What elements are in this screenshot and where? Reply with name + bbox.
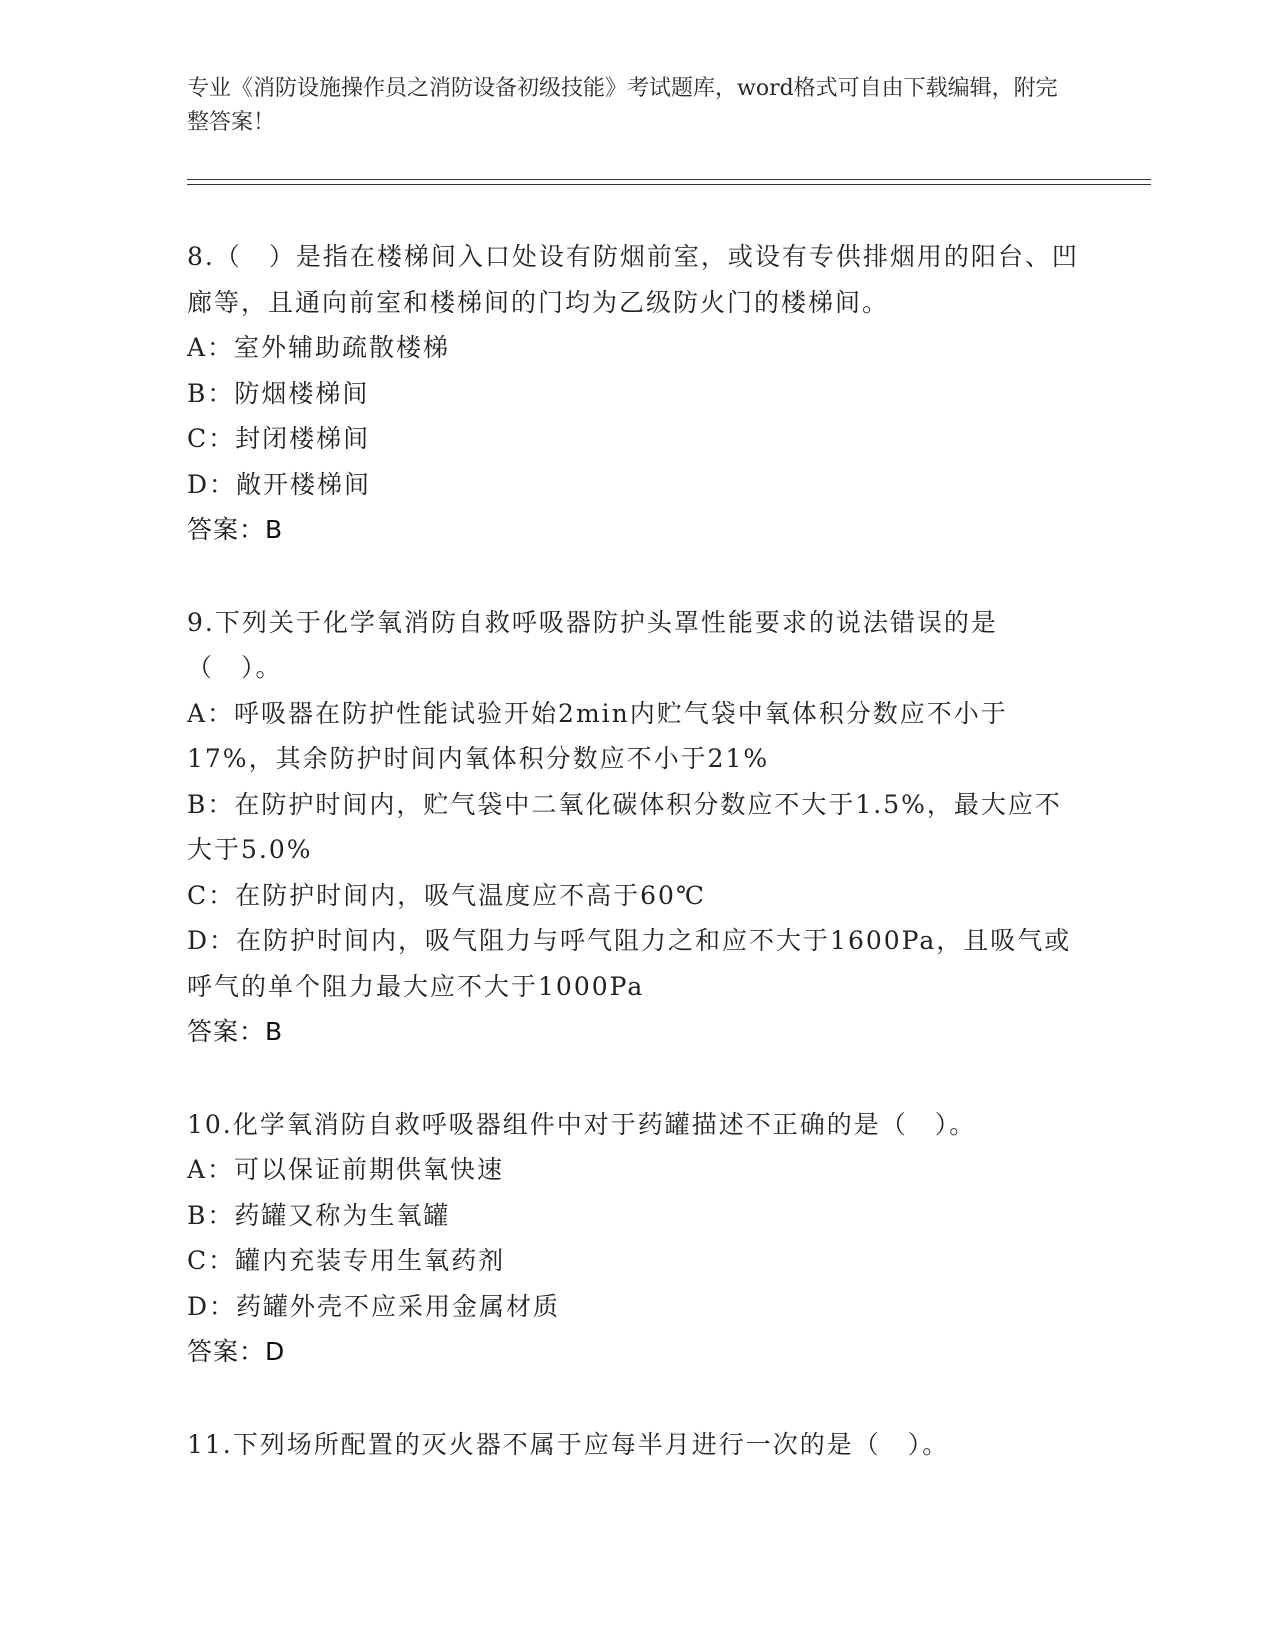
question-11	[187, 1422, 1087, 1468]
option-a: A：室外辅助疏散楼梯	[187, 333, 451, 362]
option-c: C：罐内充装专用生氧药剂	[187, 1246, 506, 1275]
option-a: A：呼吸器在防护性能试验开始2min内贮气袋中氧体积分数应不小于17%，其余防护时间内氧体积分数应不小于21%	[187, 698, 1008, 773]
answer: 答案：B	[187, 515, 284, 544]
question-9	[187, 600, 1087, 1055]
option-c: C：在防护时间内，吸气温度应不高于60℃	[187, 880, 706, 910]
option-b: B：防烟楼梯间	[187, 378, 370, 408]
question-10	[187, 1102, 1087, 1375]
option-c: C：封闭楼梯间	[187, 424, 371, 453]
question-stem: 8.（ ）是指在楼梯间入口处设有防烟前室，或设有专供排烟用的阳台、凹廊等，且通向前室和楼梯间的门均为乙级防火门的楼梯间。	[187, 242, 1079, 317]
document-header: 专业《消防设施操作员之消防设备初级技能》考试题库，word格式可自由下载编辑，附完整答案！	[187, 76, 1058, 135]
question-stem: 10.化学氧消防自救呼吸器组件中对于药罐描述不正确的是（ ）。	[187, 1109, 977, 1139]
question-8	[187, 234, 1087, 553]
question-stem: 9.下列关于化学氧消防自救呼吸器防护头罩性能要求的说法错误的是（ ）。	[187, 607, 998, 682]
option-a: A：可以保证前期供氧快速	[187, 1155, 505, 1184]
header-rule-bottom	[187, 184, 1151, 185]
option-d: D：敞开楼梯间	[187, 469, 372, 499]
option-b: B：在防护时间内，贮气袋中二氧化碳体积分数应不大于1.5%，最大应不大于5.0%	[187, 789, 1062, 864]
option-b: B：药罐又称为生氧罐	[187, 1200, 451, 1230]
answer: 答案：D	[187, 1337, 286, 1366]
option-d: D：药罐外壳不应采用金属材质	[187, 1291, 561, 1321]
question-stem: 11.下列场所配置的灭火器不属于应每半月进行一次的是（ ）。	[187, 1429, 950, 1459]
question-list	[187, 234, 1087, 1514]
option-d: D：在防护时间内，吸气阻力与呼气阻力之和应不大于1600Pa，且吸气或呼气的单个阻力最大应不大于1000Pa	[187, 926, 1072, 1001]
header-rule-top	[187, 179, 1151, 180]
answer: 答案：B	[187, 1017, 284, 1046]
